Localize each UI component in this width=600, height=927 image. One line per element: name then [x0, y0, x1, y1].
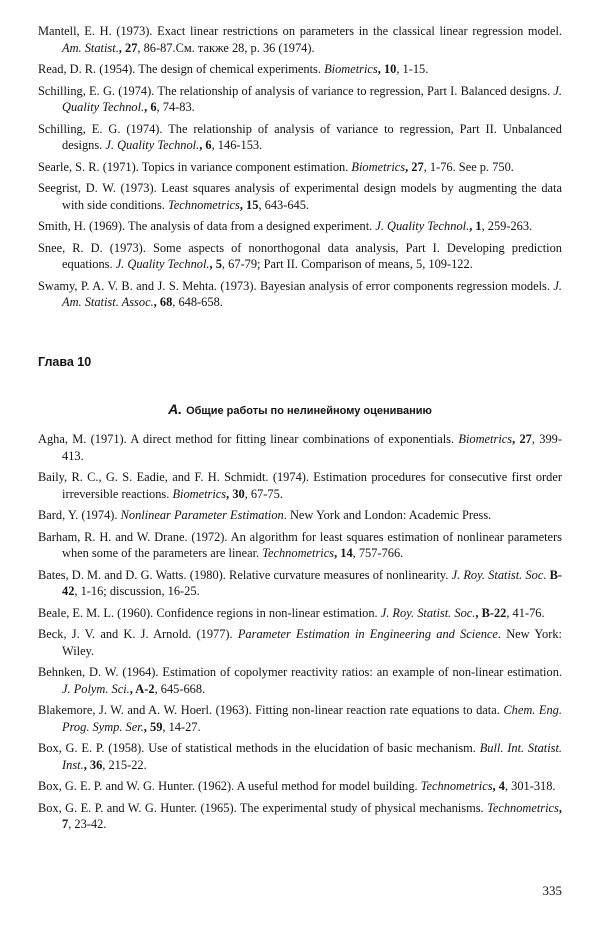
reference-list-top	[38, 23, 562, 316]
reference-item: Beck, J. V. and K. J. Arnold. (1977). Parameter Estimation in Engineering and Science. New York: Wiley.	[38, 627, 563, 658]
section-title: Общие работы по нелинейному оцениванию	[186, 405, 432, 417]
reference-item: Searle, S. R. (1971). Topics in variance component estimation. Biometrics, 27, 1-76. See p. 750.	[38, 159, 514, 174]
reference-item: Baily, R. C., G. S. Eadie, and F. H. Schmidt. (1974). Estimation procedures for consecutive first order irreversible reactions. Biometrics, 30, 67-75.	[38, 470, 562, 501]
reference-item: Read, D. R. (1954). The design of chemical experiments. Biometrics, 10, 1-15.	[38, 62, 429, 76]
reference-item: Box, G. E. P. (1958). Use of statistical methods in the elucidation of basic mechanism. Bull. Int. Statist. Inst., 36, 215-22.	[38, 741, 563, 772]
reference-item: Seegrist, D. W. (1973). Least squares analysis of experimental design models by augmenting the data with side conditions. Technometrics, 15, 643-645.	[38, 181, 562, 212]
reference-item: Agha, M. (1971). A direct method for fitting linear combinations of exponentials. Biometrics, 27, 399-413.	[38, 432, 562, 463]
reference-item: Schilling, E. G. (1974). The relationship of analysis of variance to regression, Part II. Unbalanced designs. J. Quality Technol., 6, 146-153.	[38, 121, 562, 152]
reference-item: Bard, Y. (1974). Nonlinear Parameter Estimation. New York and London: Academic Press.	[38, 508, 492, 522]
section-heading	[0, 401, 600, 417]
section-letter: A.	[168, 401, 183, 417]
reference-item: Schilling, E. G. (1974). The relationship of analysis of variance to regression, Part I. Balanced designs. J. Quality Technol., 6, 74-83.	[38, 83, 562, 114]
reference-item: Bates, D. M. and D. G. Watts. (1980). Relative curvature measures of nonlinearity. J. Roy. Statist. Soc. B-42, 1-16; discussion, 16-25.	[38, 567, 562, 598]
reference-item: Smith, H. (1969). The analysis of data from a designed experiment. J. Quality Technol., 1, 259-263.	[38, 219, 533, 233]
reference-item: Mantell, E. H. (1973). Exact linear restrictions on parameters in the classical linear regression model. Am. Statist., 27, 86-87.См. также 28, p. 36 (1974).	[38, 24, 562, 55]
reference-item: Snee, R. D. (1973). Some aspects of nonorthogonal data analysis, Part I. Developing prediction equations. J. Quality Technol., 5, 67-79; Part II. Comparison of means, 5, 109-122.	[38, 240, 562, 271]
page-number: 335	[542, 883, 562, 898]
reference-item: Blakemore, J. W. and A. W. Hoerl. (1963). Fitting non-linear reaction rate equations to data. Chem. Eng. Prog. Symp. Ser., 59, 14-27.	[38, 703, 562, 734]
reference-item: Barham, R. H. and W. Drane. (1972). An algorithm for least squares estimation of nonlinear parameters when some of the parameters are linear. Technometrics, 14, 757-766.	[38, 529, 562, 560]
chapter-heading: Глава 10	[38, 355, 92, 369]
reference-item: Behnken, D. W. (1964). Estimation of copolymer reactivity ratios: an example of non-linear estimation. J. Polym. Sci., A-2, 645-668.	[38, 665, 562, 696]
reference-item: Box, G. E. P. and W. G. Hunter. (1965). The experimental study of physical mechanisms. Technometrics, 7, 23-42.	[38, 800, 562, 831]
reference-item: Beale, E. M. L. (1960). Confidence regions in non-linear estimation. J. Roy. Statist. Soc., B-22, 41-76.	[38, 605, 545, 620]
reference-list-bottom	[38, 431, 562, 838]
reference-item: Box, G. E. P. and W. G. Hunter. (1962). A useful method for model building. Technometrics, 4, 301-318.	[38, 779, 556, 793]
reference-item: Swamy, P. A. V. B. and J. S. Mehta. (1973). Bayesian analysis of error components regression models. J. Am. Statist. Assoc., 68, 648-658.	[38, 278, 562, 309]
